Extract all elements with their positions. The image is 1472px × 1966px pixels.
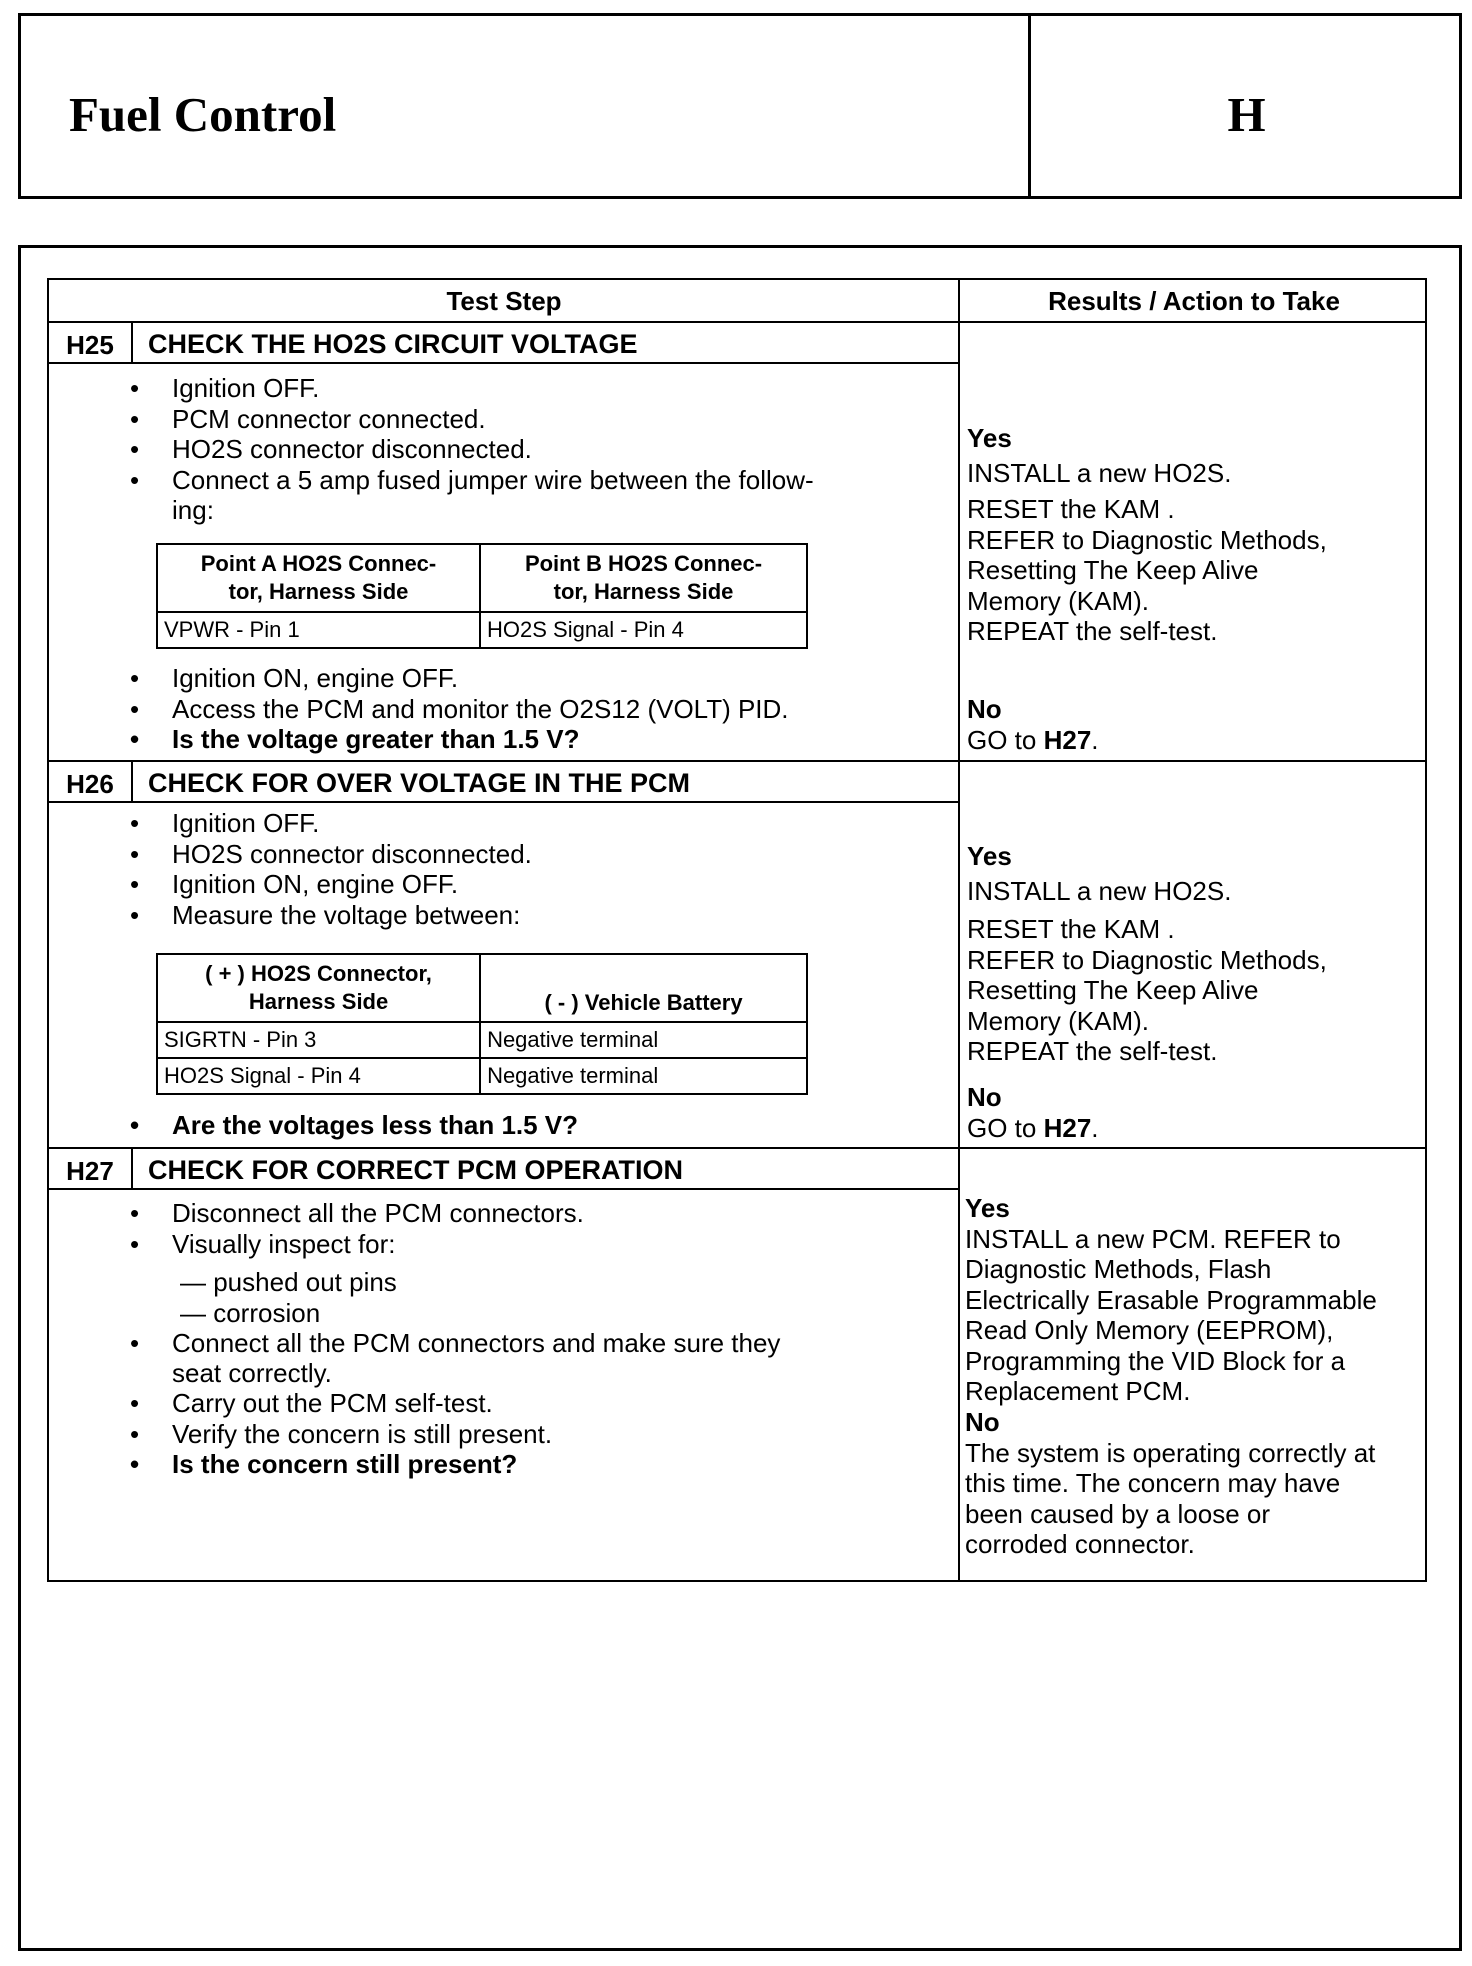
result-no [967, 1082, 1099, 1143]
instruction: • Measure the voltage between: [128, 900, 532, 931]
action-line: corroded connector. [965, 1529, 1195, 1559]
header-line: ( - ) Vehicle Battery [544, 990, 743, 1015]
step-rule [49, 760, 1427, 762]
column-divider [958, 280, 960, 1582]
step-instructions [128, 373, 814, 495]
table-cell: SIGRTN - Pin 3 [157, 1022, 480, 1058]
step-instructions [128, 808, 532, 930]
action-text: . [1091, 1112, 1099, 1143]
instruction: • Carry out the PCM self-test. [128, 1388, 552, 1419]
step-question: • Is the voltage greater than 1.5 V? [128, 724, 789, 755]
step-id: H27 [66, 1156, 114, 1186]
instruction: • Connect a 5 amp fused jumper wire between the follow- [128, 465, 814, 496]
action-line: The system is operating correctly at [965, 1437, 1376, 1468]
step-question: • Is the concern still present? [128, 1449, 552, 1480]
step-rule [49, 1147, 1427, 1149]
diagnostic-table [47, 278, 1427, 1582]
header-line: Point A HO2S Connec- [200, 551, 437, 576]
table-cell: HO2S Signal - Pin 4 [480, 612, 807, 648]
instruction-continuation: ing: [172, 495, 214, 525]
step-id-divider [131, 760, 133, 802]
step-instructions [128, 1198, 584, 1259]
yes-label: Yes [967, 423, 1012, 453]
instruction: • PCM connector connected. [128, 404, 814, 435]
step-instructions [128, 1328, 780, 1359]
action-line: Memory (KAM). [967, 585, 1149, 616]
instruction: • Verify the concern is still present. [128, 1419, 552, 1450]
yes-label: Yes [967, 841, 1012, 871]
step-title-rule [49, 1188, 959, 1190]
action-text: . [1091, 724, 1099, 755]
action-line [967, 1113, 1099, 1144]
instruction: • Visually inspect for: [128, 1229, 584, 1260]
instruction: • Ignition OFF. [128, 808, 532, 839]
jumper-table [156, 543, 808, 649]
result-yes [965, 1193, 1377, 1407]
header-line: ( + ) HO2S Connector, [205, 961, 432, 986]
page-header [18, 13, 1462, 199]
step-question: • Are the voltages less than 1.5 V? [128, 1110, 578, 1141]
step-instructions [128, 1388, 552, 1480]
step-title: CHECK FOR OVER VOLTAGE IN THE PCM [148, 768, 691, 798]
instruction: • Ignition ON, engine OFF. [128, 663, 789, 694]
action-line: Diagnostic Methods, Flash [965, 1254, 1272, 1284]
step-instructions [128, 663, 789, 755]
instruction: • HO2S connector disconnected. [128, 839, 532, 870]
action-line: been caused by a loose or [965, 1498, 1270, 1529]
action-line: Read Only Memory (EEPROM), [965, 1315, 1334, 1345]
jumper-table-header [157, 544, 480, 612]
inspection-list [180, 1267, 397, 1328]
instruction: • Connect all the PCM connectors and make sure they [128, 1328, 780, 1359]
step-id: H25 [66, 330, 114, 360]
result-no [965, 1407, 1375, 1560]
action-line: REFER to Diagnostic Methods, [967, 944, 1327, 975]
result-yes [967, 423, 1327, 647]
voltage-table-header [157, 954, 480, 1022]
inspection-item: — corrosion [180, 1297, 321, 1328]
column-header-results: Results / Action to Take [1048, 286, 1340, 316]
action-line: REPEAT the self-test. [967, 1036, 1218, 1066]
jumper-table-header [480, 544, 807, 612]
table-cell: Negative terminal [480, 1022, 807, 1058]
no-label: No [965, 1407, 1000, 1437]
action-line: INSTALL a new HO2S. [967, 875, 1232, 906]
action-line: Resetting The Keep Alive [967, 555, 1259, 585]
step-id-divider [131, 321, 133, 363]
action-line: Resetting The Keep Alive [967, 975, 1259, 1005]
step-instructions [128, 1110, 578, 1141]
no-label: No [967, 1082, 1002, 1112]
header-line: Harness Side [248, 989, 389, 1014]
action-line: Electrically Erasable Programmable [965, 1284, 1377, 1315]
action-line: REFER to Diagnostic Methods, [967, 524, 1327, 555]
voltage-table [156, 953, 808, 1095]
action-line: this time. The concern may have [965, 1468, 1341, 1498]
result-no [967, 694, 1099, 755]
step-title-rule [49, 362, 959, 364]
instruction: • Ignition ON, engine OFF. [128, 869, 532, 900]
action-line: INSTALL a new HO2S. [967, 457, 1232, 488]
step-id-divider [131, 1147, 133, 1189]
page-title: Fuel Control [69, 87, 337, 142]
result-yes [967, 841, 1327, 1067]
table-cell: HO2S Signal - Pin 4 [157, 1058, 480, 1094]
action-line: RESET the KAM . [967, 914, 1175, 944]
instruction-continuation: seat correctly. [172, 1358, 332, 1388]
action-line: REPEAT the self-test. [967, 616, 1218, 646]
instruction: • Disconnect all the PCM connectors. [128, 1198, 584, 1229]
action-text: GO to [967, 1112, 1044, 1143]
no-label: No [967, 694, 1002, 724]
action-line: Replacement PCM. [965, 1376, 1191, 1406]
instruction: • HO2S connector disconnected. [128, 434, 814, 465]
action-line: RESET the KAM . [967, 494, 1175, 524]
action-line [967, 725, 1099, 756]
step-title-rule [49, 801, 959, 803]
header-line: Point B HO2S Connec- [524, 551, 763, 576]
yes-label: Yes [965, 1193, 1010, 1223]
table-cell: Negative terminal [480, 1058, 807, 1094]
inspection-item: — pushed out pins [180, 1267, 397, 1297]
action-line: Programming the VID Block for a [965, 1345, 1346, 1376]
action-line: Memory (KAM). [967, 1005, 1149, 1036]
header-line: tor, Harness Side [228, 579, 409, 604]
instruction: • Access the PCM and monitor the O2S12 (VOLT) PID. [128, 694, 789, 725]
table-cell: VPWR - Pin 1 [157, 612, 480, 648]
header-line: tor, Harness Side [553, 579, 734, 604]
step-reference: H27 [1043, 724, 1092, 755]
column-header-test-step: Test Step [446, 286, 562, 316]
section-code: H [1227, 87, 1266, 142]
step-id: H26 [66, 769, 114, 799]
action-line: INSTALL a new PCM. REFER to [965, 1223, 1341, 1254]
step-title: CHECK THE HO2S CIRCUIT VOLTAGE [148, 329, 638, 359]
voltage-table-header [480, 954, 807, 1022]
step-reference: H27 [1043, 1112, 1092, 1143]
step-title: CHECK FOR CORRECT PCM OPERATION [148, 1155, 684, 1185]
header-rule [49, 321, 1427, 323]
action-text: GO to [967, 724, 1044, 755]
instruction: • Ignition OFF. [128, 373, 814, 404]
